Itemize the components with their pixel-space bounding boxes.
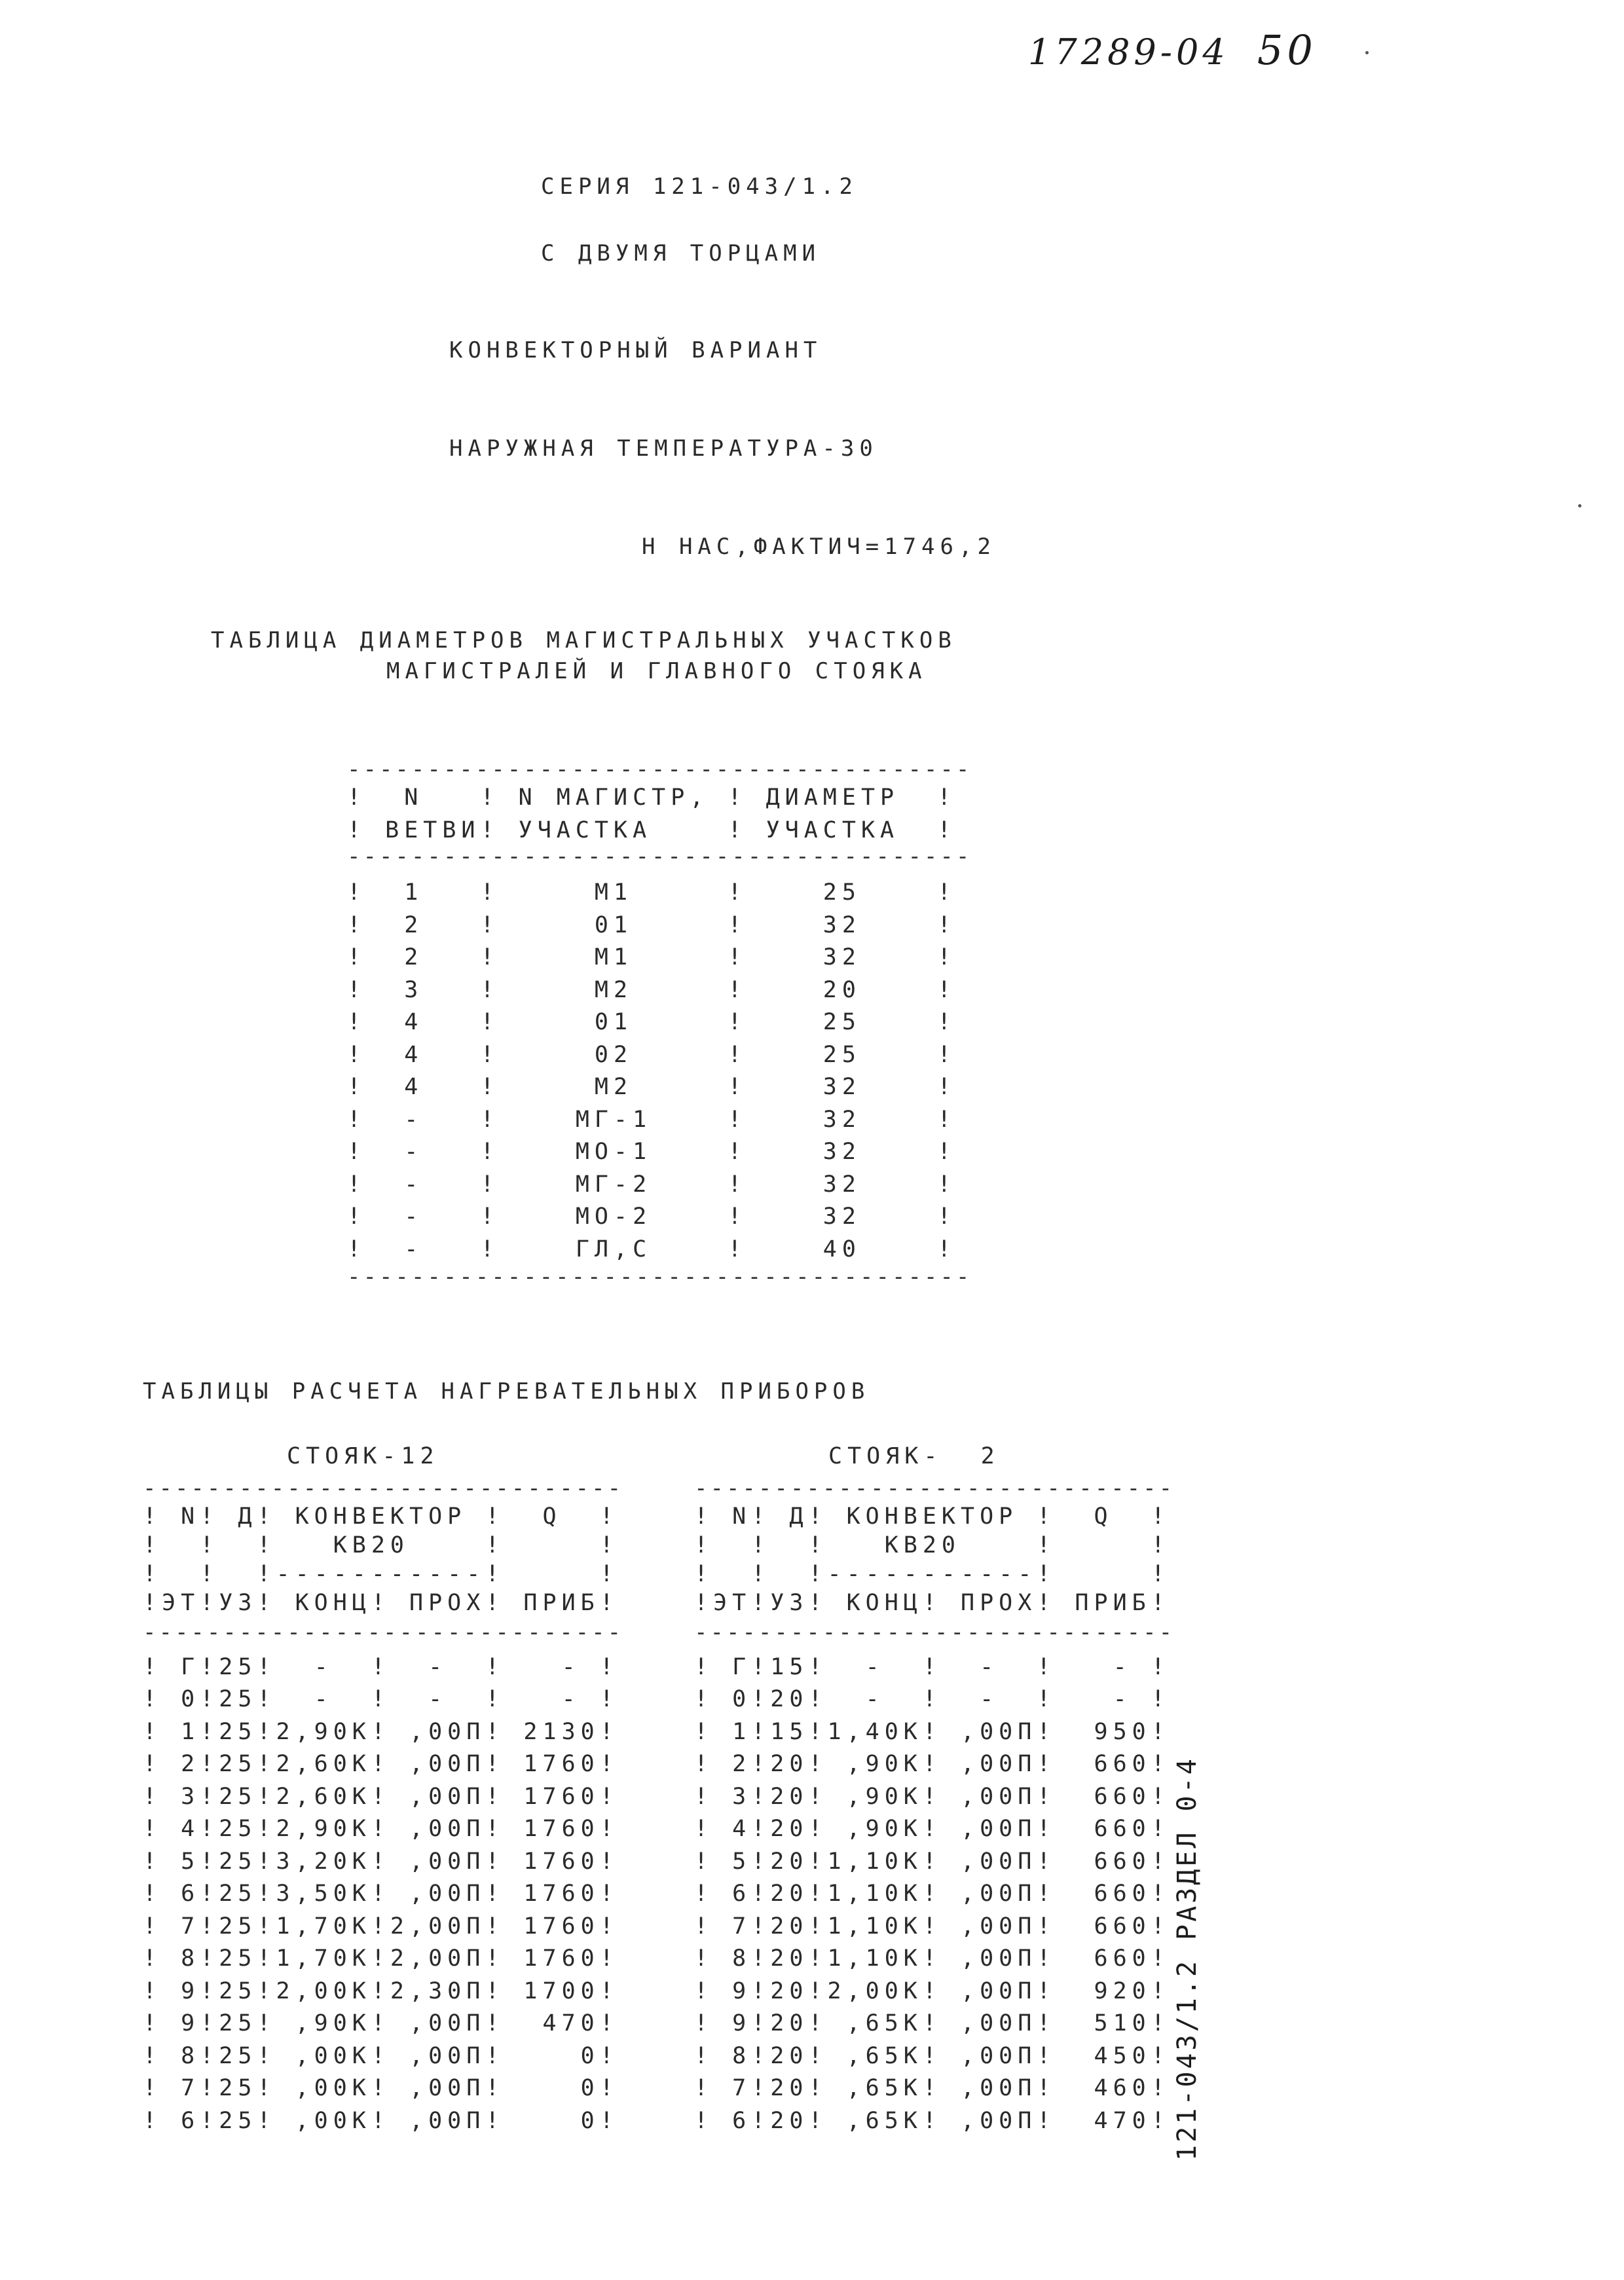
- table-header-row: ! ! !-----------! !: [694, 1560, 1170, 1587]
- table-row: ! 3!20! ,90К! ,00П! 660!: [694, 1783, 1170, 1810]
- table-rule: ---------------------------------------: [347, 756, 972, 782]
- table-row: ! 6!25!3,50К! ,00П! 1760!: [143, 1881, 619, 1907]
- table-row: ! 3!25!2,60К! ,00П! 1760!: [143, 1783, 619, 1810]
- table-row: ! 9!25!2,00К!2,30П! 1700!: [143, 1977, 619, 2004]
- table-row: ! 8!25! ,00К! ,00П! 0!: [143, 2042, 619, 2069]
- document-number: 17289-04: [1028, 31, 1229, 73]
- table-row: ! 9!20! ,65К! ,00П! 510!: [694, 2010, 1170, 2036]
- table-row: ! 4!20! ,90К! ,00П! 660!: [694, 1816, 1170, 1842]
- calculation-tables-title: ТАБЛИЦЫ РАСЧЕТА НАГРЕВАТЕЛЬНЫХ ПРИБОРОВ: [143, 1378, 870, 1405]
- table-row: ! 2!20! ,90К! ,00П! 660!: [694, 1751, 1170, 1777]
- table-row: ! 7!25!1,70К!2,00П! 1760!: [143, 1913, 619, 1940]
- table-row: ! 5!20!1,10К! ,00П! 660!: [694, 1848, 1170, 1875]
- table-rule: ------------------------------: [694, 1619, 1175, 1646]
- table-row: ! 2 ! 01 ! 32 !: [347, 911, 957, 938]
- table-row: ! 8!25!1,70К!2,00П! 1760!: [143, 1945, 619, 1972]
- table-row: ! 1 ! М1 ! 25 !: [347, 879, 957, 906]
- table-row: ! Г!25! - ! - ! - !: [143, 1653, 619, 1680]
- pressure-line: Н НАС,ФАКТИЧ=1746,2: [642, 534, 996, 560]
- table-rule: ------------------------------: [143, 1475, 624, 1501]
- outdoor-temperature-line: НАРУЖНАЯ ТЕМПЕРАТУРА-30: [449, 435, 878, 462]
- table-row: ! 0!25! - ! - ! - !: [143, 1686, 619, 1712]
- sheet-number: 50: [1257, 26, 1317, 74]
- table-row: ! 2!25!2,60К! ,00П! 1760!: [143, 1751, 619, 1777]
- table-row: ! 8!20! ,65К! ,00П! 450!: [694, 2042, 1170, 2069]
- table-row: ! 6!25! ,00К! ,00П! 0!: [143, 2107, 619, 2134]
- table-rule: ------------------------------: [694, 1475, 1175, 1501]
- table-row: ! 1!25!2,90К! ,00П! 2130!: [143, 1718, 619, 1745]
- table-header-row: ! ВЕТВИ! УЧАСТКА ! УЧАСТКА !: [347, 817, 957, 843]
- document-code: [1028, 26, 1317, 74]
- convector-variant-line: КОНВЕКТОРНЫЙ ВАРИАНТ: [449, 337, 822, 363]
- table-header-row: ! N! Д! КОНВЕКТОР ! Q !: [143, 1503, 619, 1530]
- table-header-row: ! N ! N МАГИСТР, ! ДИАМЕТР !: [347, 784, 957, 811]
- table-row: ! - ! МО-2 ! 32 !: [347, 1204, 957, 1230]
- variant-line: С ДВУМЯ ТОРЦАМИ: [541, 240, 821, 267]
- table-header-row: ! ! ! КВ20 ! !: [694, 1532, 1170, 1558]
- table-rule: ------------------------------: [143, 1619, 624, 1646]
- table-row: ! 4!25!2,90К! ,00П! 1760!: [143, 1816, 619, 1842]
- diameter-table: [347, 756, 972, 1290]
- diameter-table-title-2: МАГИСТРАЛЕЙ И ГЛАВНОГО СТОЯКА: [386, 658, 927, 684]
- table-row: ! 6!20!1,10К! ,00П! 660!: [694, 1881, 1170, 1907]
- speck: [1365, 51, 1369, 54]
- speck: [1578, 504, 1581, 507]
- table-row: ! 9!20!2,00К! ,00П! 920!: [694, 1977, 1170, 2004]
- riser-2-table: [694, 1441, 1175, 2137]
- riser-12-table: [143, 1441, 623, 2137]
- table-row: ! 7!20! ,65К! ,00П! 460!: [694, 2075, 1170, 2101]
- table-rule: ---------------------------------------: [347, 843, 972, 870]
- table-row: ! 9!25! ,90К! ,00П! 470!: [143, 2010, 619, 2036]
- table-row: ! 4 ! 01 ! 25 !: [347, 1009, 957, 1035]
- table-row: ! 3 ! М2 ! 20 !: [347, 976, 957, 1003]
- table-row: ! 7!20!1,10К! ,00П! 660!: [694, 1913, 1170, 1940]
- table-row: ! 7!25! ,00К! ,00П! 0!: [143, 2075, 619, 2101]
- table-row: ! 4 ! М2 ! 32 !: [347, 1074, 957, 1100]
- table-row: ! - ! МГ-1 ! 32 !: [347, 1106, 957, 1133]
- table-row: ! - ! МГ-2 ! 32 !: [347, 1171, 957, 1198]
- table-header-row: ! ! !-----------! !: [143, 1560, 619, 1587]
- series-line: СЕРИЯ 121-043/1.2: [541, 174, 858, 200]
- table-row: ! 5!25!3,20К! ,00П! 1760!: [143, 1848, 619, 1875]
- table-rule: ---------------------------------------: [347, 1264, 972, 1290]
- table-row: ! - ! МО-1 ! 32 !: [347, 1139, 957, 1165]
- table-header-row: ! N! Д! КОНВЕКТОР ! Q !: [694, 1503, 1170, 1530]
- table-row: ! 6!20! ,65К! ,00П! 470!: [694, 2107, 1170, 2134]
- table-row: ! - ! ГЛ,С ! 40 !: [347, 1236, 957, 1262]
- table-row: ! 8!20!1,10К! ,00П! 660!: [694, 1945, 1170, 1972]
- riser-12-title: СТОЯК-12: [287, 1443, 439, 1469]
- riser-2-title: СТОЯК- 2: [828, 1443, 1000, 1469]
- diameter-table-title-1: ТАБЛИЦА ДИАМЕТРОВ МАГИСТРАЛЬНЫХ УЧАСТКОВ: [211, 627, 957, 653]
- table-header-row: ! ! ! КВ20 ! !: [143, 1532, 619, 1558]
- table-row: ! Г!15! - ! - ! - !: [694, 1653, 1170, 1680]
- table-row: ! 0!20! - ! - ! - !: [694, 1686, 1170, 1712]
- table-header-row: !ЭТ!УЗ! КОНЦ! ПРОХ! ПРИБ!: [694, 1589, 1170, 1616]
- table-row: ! 2 ! М1 ! 32 !: [347, 944, 957, 970]
- table-header-row: !ЭТ!УЗ! КОНЦ! ПРОХ! ПРИБ!: [143, 1589, 619, 1616]
- table-row: ! 1!15!1,40К! ,00П! 950!: [694, 1718, 1170, 1745]
- table-row: ! 4 ! 02 ! 25 !: [347, 1041, 957, 1068]
- margin-note: 121-043/1.2 РАЗДЕЛ 0-4: [1172, 1756, 1202, 2161]
